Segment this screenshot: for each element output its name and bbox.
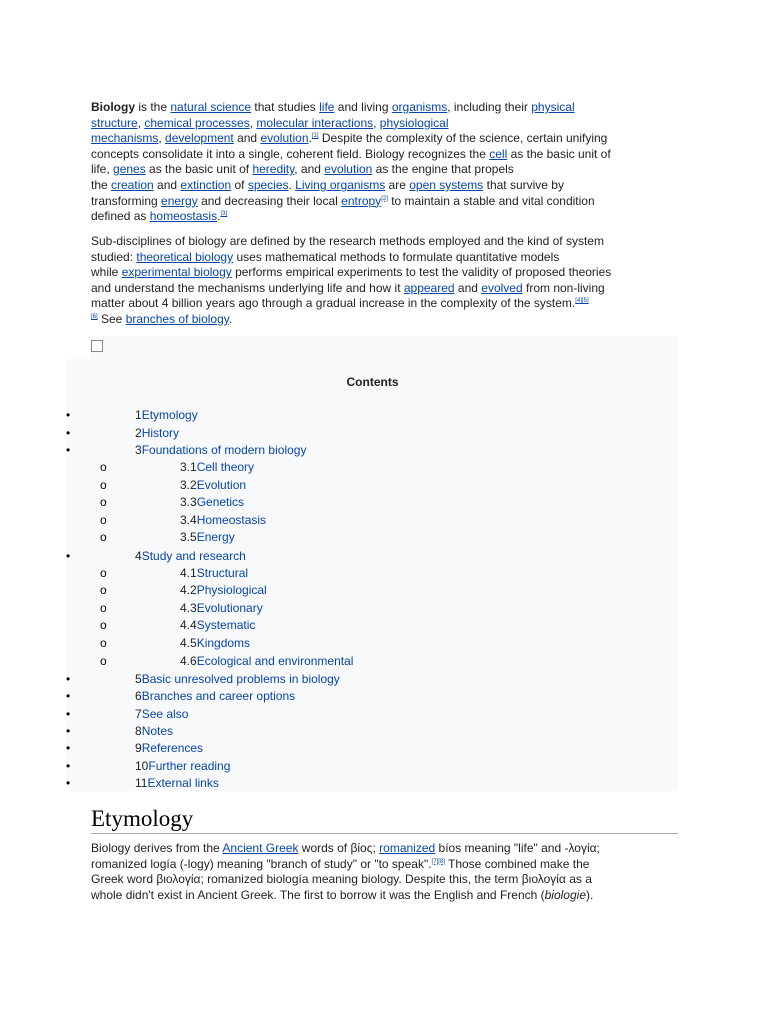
toc-item-bullet: • [66,707,71,721]
toc-text: References [141,741,204,755]
ref-link[interactable]: [2] [381,195,388,202]
toc-subitem-bullet: o [100,654,107,668]
toc-item-bullet: • [66,724,71,738]
toc-box [67,336,678,791]
toc-subitem-bullet: o [100,601,107,615]
toc-number: 4.3 [180,601,197,615]
link-evolution-2[interactable]: evolution [324,162,373,177]
ref-link[interactable]: [4][5] [575,298,589,305]
toc-item-bullet: • [66,776,71,790]
toc-corner [67,336,91,359]
toc-subitem-bullet: o [100,583,107,597]
toc-title: Contents [346,375,399,389]
toc-item-bullet: • [66,741,71,755]
toc-subitem[interactable] [180,583,267,597]
ref-link[interactable]: [3] [220,211,228,218]
toc-subitem-bullet: o [100,460,107,474]
toc-item-bullet: • [66,549,71,563]
link-mechanisms[interactable]: mechanisms [91,131,159,146]
toc-text: Foundations of modern biology [141,443,307,457]
link-theoretical-biology[interactable]: theoretical biology [136,249,234,264]
toc-subitem[interactable] [180,636,250,650]
toc-text: Study and research [141,549,246,563]
toc-text: Evolutionary [196,601,263,615]
link-structure[interactable]: structure [91,115,138,130]
link-branches-of-biology[interactable]: branches of biology [125,311,229,326]
toc-item[interactable] [135,443,306,457]
toc-item[interactable] [135,759,230,773]
toc-text: Further reading [148,759,231,773]
toc-number: 4.5 [180,636,197,650]
toc-subitem[interactable] [180,478,246,492]
toc-number: 1 [135,408,142,422]
link-entropy[interactable]: entropy [341,193,382,208]
toc-subitem[interactable] [180,566,248,580]
link-heredity[interactable]: heredity [252,162,295,177]
toc-number: 8 [135,724,142,738]
toc-number: 4.2 [180,583,197,597]
link-living-organisms[interactable]: Living organisms [295,177,386,192]
toc-text: Branches and career options [141,689,296,703]
toc-number: 4.1 [180,566,197,580]
toc-text: Kingdoms [196,636,251,650]
toc-number: 6 [135,689,142,703]
toc-toggle-checkbox[interactable] [91,340,103,352]
toc-subitem[interactable] [180,654,353,668]
link-development[interactable]: development [165,131,234,146]
toc-item-bullet: • [66,426,71,440]
toc-subitem[interactable] [180,618,255,632]
toc-text: Notes [141,724,174,738]
toc-subitem-bullet: o [100,530,107,544]
toc-text: Genetics [196,495,245,509]
link-molecular-interactions[interactable]: molecular interactions [256,115,374,130]
toc-number: 3.4 [180,513,197,527]
heading-divider [91,833,678,834]
intro-paragraph: Biology is the natural science that studies life and living organisms, including their physical structure, chemical processes, molecular interactions, physiological mechanisms, development and evolution.[1] Despite the complexity of the science, certain unifying concepts consolidate it into a single, coherent field. Biology recognizes the cell as the basic unit of life, genes as the basic unit of heredity, and evolution as the engine that propels the creation and extinction of species. Living organisms are open systems that survive by transforming energy and decreasing their local entropy[2] to maintain a stable and vital condition defined as homeostasis.[3] [91,100,611,224]
link-cell[interactable]: cell [489,146,508,161]
toc-subitem-bullet: o [100,513,107,527]
toc-number: 9 [135,741,142,755]
toc-subitem-bullet: o [100,618,107,632]
toc-text: Basic unresolved problems in biology [141,672,340,686]
toc-item[interactable] [135,776,219,790]
toc-item-bullet: • [66,759,71,773]
toc-item-bullet: • [66,672,71,686]
toc-number: 3.5 [180,530,197,544]
toc-subitem[interactable] [180,495,244,509]
link-life[interactable]: life [319,100,335,114]
link-homeostasis[interactable]: homeostasis [149,209,218,224]
toc-text: Evolution [196,478,247,492]
toc-item[interactable] [135,426,179,440]
link-open-systems[interactable]: open systems [409,177,484,192]
toc-item[interactable] [135,408,198,422]
toc-subitem-bullet: o [100,495,107,509]
link-species[interactable]: species [247,177,289,192]
toc-text: History [141,426,180,440]
toc-item[interactable] [135,724,173,738]
toc-text: Etymology [141,408,198,422]
toc-number: 3 [135,443,142,457]
subdisciplines-paragraph: Sub-disciplines of biology are defined by the research methods employed and the kind of system studied: theoretical biology uses mathematical methods to formulate quantitative models while experimental biology performs empirical experiments to test the validity of proposed theories and understand the mechanisms underlying life and how it appeared and evolved from non-living matter about 4 billion years ago through a gradual increase in the complexity of the system.[4][5] [6] See branches of biology. [91,234,612,326]
toc-number: 3.3 [180,495,197,509]
link-chemical-processes[interactable]: chemical processes [144,115,250,130]
toc-subitem-bullet: o [100,478,107,492]
link-physical[interactable]: physical [531,100,575,114]
toc-subitem[interactable] [180,513,266,527]
link-romanized[interactable]: romanized [379,841,436,855]
toc-text: External links [147,776,219,790]
toc-text: See also [141,707,189,721]
toc-number: 10 [135,759,149,773]
toc-number: 4.6 [180,654,197,668]
link-energy[interactable]: energy [161,193,198,208]
link-appeared[interactable]: appeared [403,280,455,295]
ref-link[interactable]: [6] [91,313,98,320]
link-genes[interactable]: genes [113,162,146,177]
toc-text: Ecological and environmental [196,654,354,668]
link-ancient-greek[interactable]: Ancient Greek [222,841,299,855]
etymology-paragraph: Biology derives from the Ancient Greek words of βίος; romanized bíos meaning "life" and -λογία; romanized logía (-logy) meaning "branch of study" or "to speak".[7][8] Those combined make the Greek word βιολογία; romanized biología meaning biology. Despite this, the term βιολογία as a whole didn't exist in Ancient Greek. The first to borrow it was the English and French (biologie). [91,841,600,902]
ref-link[interactable]: [7][8] [431,858,445,865]
toc-item[interactable] [135,707,188,721]
section-heading-etymology: Etymology [91,806,194,831]
toc-number: 3.1 [180,460,197,474]
link-creation[interactable]: creation [111,177,154,192]
toc-number: 3.2 [180,478,197,492]
toc-text: Cell theory [196,460,255,474]
toc-item-bullet: • [66,408,71,422]
toc-text: Physiological [196,583,267,597]
link-organisms[interactable]: organisms [391,100,448,114]
toc-number: 5 [135,672,142,686]
toc-text: Energy [196,530,235,544]
ref-link[interactable]: [1] [311,133,319,140]
toc-item[interactable] [135,689,295,703]
toc-subitem[interactable] [180,601,263,615]
toc-subitem[interactable] [180,460,254,474]
toc-number: 4.4 [180,618,197,632]
bold-term: Biology [91,100,135,114]
toc-number: 2 [135,426,142,440]
toc-number: 7 [135,707,142,721]
toc-number: 4 [135,549,142,563]
link-extinction[interactable]: extinction [180,177,232,192]
toc-text: Systematic [196,618,256,632]
link-evolved[interactable]: evolved [481,280,523,295]
toc-text: Homeostasis [196,513,267,527]
toc-item[interactable] [135,672,340,686]
toc-subitem-bullet: o [100,636,107,650]
link-evolution[interactable]: evolution [260,131,309,146]
link-natural-science[interactable]: natural science [170,100,252,114]
link-experimental-biology[interactable]: experimental biology [121,265,232,280]
toc-text: Structural [196,566,249,580]
toc-item-bullet: • [66,443,71,457]
toc-item[interactable] [135,741,203,755]
toc-number: 11 [135,776,148,790]
link-physiological[interactable]: physiological [379,115,449,130]
toc-item-bullet: • [66,689,71,703]
toc-subitem[interactable] [180,530,235,544]
toc-item[interactable] [135,549,246,563]
toc-subitem-bullet: o [100,566,107,580]
